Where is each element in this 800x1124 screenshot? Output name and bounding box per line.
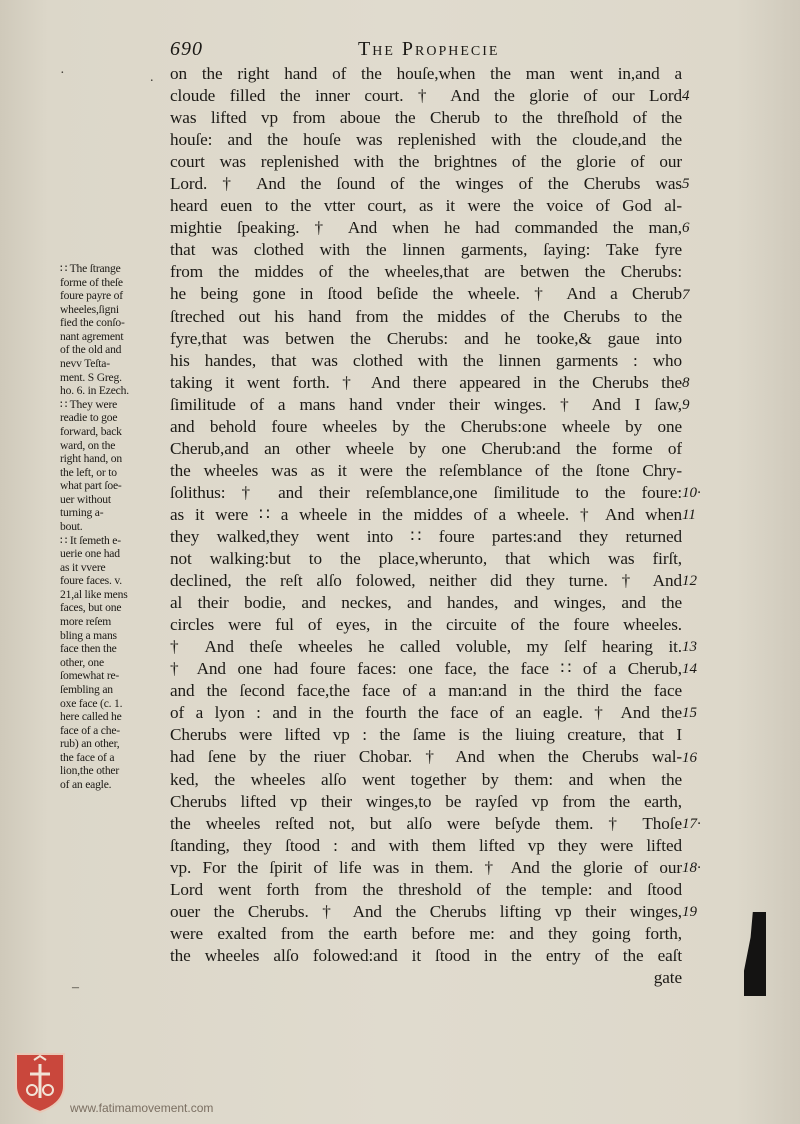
margin-note-line: wheeles,ſigni	[60, 302, 119, 316]
margin-note-line: ſembling an	[60, 682, 113, 696]
text-line: houſe: and the houſe was replenished with the cloude,and the	[170, 130, 682, 150]
text-line: on the right hand of the houſe,when the man went in,and a	[170, 64, 682, 83]
text-line: Cherubs were lifted vp : the ſame is the liuing creature, that I	[170, 725, 682, 745]
text-line: taking it went forth. † And there appeared in the Cherubs the	[170, 372, 682, 392]
margin-note-line: ho. 6. in Ezech.	[60, 384, 129, 398]
margin-note-line: uer without	[60, 492, 111, 506]
verse-number: 11	[682, 507, 696, 523]
text-line: Cherub,and an other wheele by one Cherub:and the forme of	[170, 438, 682, 458]
text-line: and the ſecond face,the face of a man:and in the third the face	[170, 681, 682, 701]
text-line: Lord went forth from the threshold of the temple: and ſtood	[170, 879, 682, 899]
text-line: † And one had foure faces: one face, the face ∷ of a Cherub,	[170, 659, 682, 679]
running-title: The Prophecie	[358, 38, 500, 60]
margin-note-line: rub) an other,	[60, 737, 120, 751]
text-line: had ſene by the riuer Chobar. † And when the Cherubs wal-	[170, 747, 682, 767]
text-line: they walked,they went into ∷ foure partes:and they returned	[170, 526, 682, 546]
text-line: were exalted from the earth before me: and they going forth,	[170, 923, 682, 943]
margin-note-line: of an eagle.	[60, 777, 112, 791]
text-line: Cherubs lifted vp their winges,to be rayſed vp from the earth,	[170, 791, 682, 811]
margin-note-line: of the old and	[60, 343, 122, 357]
margin-note-line: ∷ They were	[60, 397, 118, 411]
verse-number: 4	[682, 88, 690, 105]
margin-note-line: forme of theſe	[60, 275, 123, 289]
margin-note-line: ∷ The ſtrange	[60, 262, 121, 275]
text-line: heard euen to the vtter court, as it were the voice of God al-	[170, 196, 682, 216]
margin-note-line: ſomewhat re-	[60, 669, 120, 683]
margin-note-line: bling a mans	[60, 628, 117, 642]
text-line: al their bodie, and neckes, and handes, and winges, and the	[170, 593, 682, 613]
verse-number: 16	[682, 749, 697, 766]
margin-note-line: the face of a	[60, 750, 115, 764]
stray-mark: .	[150, 70, 154, 85]
text-line: not walking:but to the place,wherunto, that which was firſt,	[170, 549, 682, 569]
stray-mark: –	[72, 980, 79, 995]
text-line: fyre,that was betwen the Cherubs: and he tooke,& gaue into	[170, 328, 682, 348]
margin-note-line: ward, on the	[60, 438, 116, 452]
text-line: ſtanding, they ſtood : and with them lifted vp they were lifted	[170, 835, 682, 855]
text-line: ouer the Cherubs. † And the Cherubs lifting vp their winges,	[170, 901, 682, 921]
margin-note-line: what part ſoe-	[60, 479, 122, 493]
verse-number: 14	[682, 661, 697, 678]
margin-note-line: forward, back	[60, 424, 122, 438]
margin-note-line: face of a che-	[60, 723, 120, 737]
text-line: cloude filled the inner court. † And the glorie of our Lord	[170, 86, 682, 106]
margin-note-line: as it vvere	[60, 560, 106, 574]
margin-note-line: readie to goe	[60, 411, 118, 425]
margin-note-line: turning a-	[60, 506, 104, 520]
margin-note-line: foure faces. v.	[60, 574, 122, 588]
text-line: ſtreched out his hand from the middes of the Cherubs to the	[170, 306, 682, 326]
text-line: he being gone in ſtood beſide the wheele. † And a Cherub	[170, 284, 682, 304]
margin-note-line: fied the conſo-	[60, 316, 125, 330]
text-line: gate	[653, 967, 682, 987]
verse-number: 5	[682, 176, 690, 193]
text-line: ſolithus: † and their reſemblance,one ſimilitude to the foure:	[170, 482, 682, 502]
text-line: of a lyon : and in the fourth the face of an eagle. † And the	[170, 703, 682, 723]
margin-note-line: 21,al like mens	[60, 587, 128, 601]
margin-note-line: face then the	[60, 642, 117, 656]
verse-number: 18·	[682, 859, 701, 876]
margin-note-line: other, one	[60, 655, 104, 669]
verse-number: 7	[682, 286, 690, 303]
text-line: his handes, that was clothed with the linnen garments : who	[170, 350, 682, 370]
margin-notes	[60, 262, 166, 792]
page-header	[0, 38, 800, 62]
text-line: † And theſe wheeles he called voluble, my ſelf hearing it.	[170, 637, 682, 657]
verse-number: 17·	[682, 815, 701, 832]
text-line: ked, the wheeles alſo went together by them: and when the	[170, 769, 682, 789]
verse-number: 8	[682, 374, 690, 391]
margin-note-line: lion,the other	[60, 764, 120, 778]
text-line: the wheeles alſo folowed:and it ſtood in the entry of the eaſt	[170, 945, 682, 965]
page-edge-tab	[744, 912, 766, 996]
margin-note-line: nevv Teſta-	[60, 357, 110, 371]
text-line: ſimilitude of a mans hand vnder their winges. † And I ſaw,	[170, 394, 682, 414]
margin-note-line: foure payre of	[60, 289, 123, 303]
verse-number: 6	[682, 220, 690, 237]
margin-note-line: right hand, on	[60, 452, 122, 466]
text-line: as it were ∷ a wheele in the middes of a wheele. † And when	[170, 504, 682, 524]
text-line: mightie ſpeaking. † And when he had commanded the man,	[170, 218, 682, 238]
margin-note-line: oxe face (c. 1.	[60, 696, 123, 710]
verse-number: 15	[682, 705, 697, 722]
margin-note-line: here called he	[60, 710, 122, 724]
text-line: Lord. † And the ſound of the winges of the Cherubs was	[170, 174, 682, 194]
text-line: declined, the reſt alſo folowed, neither did they turne. † And	[170, 571, 682, 591]
text-line: from the middes of the wheeles,that are betwen the Cherubs:	[170, 262, 682, 282]
verse-number: 9	[682, 396, 690, 413]
text-line: that was clothed with the linnen garments, ſaying: Take fyre	[170, 240, 682, 260]
shield-logo-icon	[14, 1052, 66, 1114]
page-number: 690	[170, 38, 203, 60]
margin-note-line: ment. S Greg.	[60, 370, 122, 384]
margin-note-line: more reſem	[60, 615, 112, 629]
text-line: the wheeles was as it were the reſemblance of the ſtone Chry-	[170, 460, 682, 480]
margin-note-line: ∷ It ſemeth e-	[60, 533, 121, 547]
stray-mark: ·	[60, 66, 65, 81]
verse-number: 10·	[682, 484, 701, 501]
text-line: and behold foure wheeles by the Cherubs:one wheele by one	[170, 416, 682, 436]
margin-note-line: faces, but one	[60, 601, 122, 615]
margin-note-line: bout.	[60, 519, 83, 533]
text-line: circles were ful of eyes, in the circuite of the foure wheeles.	[170, 615, 682, 635]
text-line: vp. For the ſpirit of life was in them. † And the glorie of our	[170, 857, 682, 877]
verse-number: 12	[682, 573, 697, 590]
footer-url[interactable]: www.fatimamovement.com	[70, 1101, 214, 1115]
text-line: the wheeles reſted not, but alſo were beſyde them. † Thoſe	[170, 813, 682, 833]
text-line: court was replenished with the brightnes of the glorie of our	[170, 152, 682, 172]
text-line: was lifted vp from aboue the Cherub to the threſhold of the	[170, 108, 682, 128]
verse-number: 13	[682, 639, 697, 656]
margin-note-line: uerie one had	[60, 547, 120, 561]
margin-note-line: nant agrement	[60, 329, 124, 343]
verse-number: 19	[682, 903, 697, 920]
margin-note-line: the left, or to	[60, 465, 117, 479]
body-text	[170, 63, 682, 989]
